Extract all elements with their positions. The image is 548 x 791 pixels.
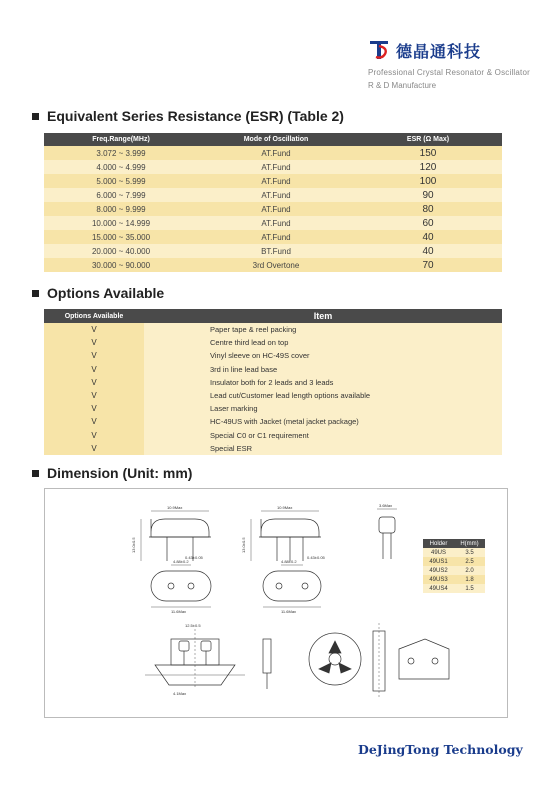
esr-mode-cell: BT.Fund [198, 244, 354, 258]
esr-row [44, 188, 502, 202]
footer-company-name: DeJingTong Technology [358, 742, 523, 757]
esr-mode-cell: AT.Fund [198, 160, 354, 174]
dim-label-width-1: 10.9Max [167, 505, 183, 510]
option-item-text: Special ESR [144, 442, 502, 455]
bullet-square-icon [32, 290, 39, 297]
esr-mode-cell: AT.Fund [198, 230, 354, 244]
esr-row [44, 160, 502, 174]
brand-tagline-2: R & D Manufacture [368, 81, 437, 90]
crystal-top-view-1 [151, 571, 211, 601]
option-item-text: HC-49US with Jacket (metal jacket package) [144, 415, 502, 428]
esr-freq-range-cell: 30.000 ~ 90.000 [44, 258, 198, 272]
esr-row [44, 202, 502, 216]
esr-mode-cell: AT.Fund [198, 146, 354, 160]
esr-row [44, 174, 502, 188]
holder-row [423, 584, 485, 593]
esr-freq-range-cell: 6.000 ~ 7.999 [44, 188, 198, 202]
option-check-mark: V [44, 336, 144, 349]
option-check-mark: V [44, 349, 144, 362]
dim-label-lead-2: 0.43±0.05 [307, 555, 325, 560]
holder-row [423, 557, 485, 566]
height-header: H(mm) [454, 539, 485, 548]
brand-header [368, 38, 538, 90]
holder-header: Holder [423, 539, 454, 548]
options-header-item: Item [144, 309, 502, 323]
esr-freq-range-cell: 20.000 ~ 40.000 [44, 244, 198, 258]
holder-type-cell: 49US [423, 548, 454, 557]
option-row [44, 336, 502, 349]
bullet-square-icon [32, 113, 39, 120]
esr-value-cell: 70 [354, 258, 502, 272]
option-item-text: 3rd in line lead base [144, 363, 502, 376]
esr-freq-range-cell: 8.000 ~ 9.999 [44, 202, 198, 216]
dimension-drawings [45, 489, 509, 719]
esr-row [44, 216, 502, 230]
esr-freq-range-cell: 10.000 ~ 14.999 [44, 216, 198, 230]
option-item-text: Vinyl sleeve on HC-49S cover [144, 349, 502, 362]
dim-label-lead-1: 0.43±0.05 [185, 555, 203, 560]
option-check-mark: V [44, 402, 144, 415]
dim-label-len-2: 11.6Max [281, 609, 297, 614]
holder-type-cell: 49US2 [423, 566, 454, 575]
option-check-mark: V [44, 415, 144, 428]
dim-label-width-3: 3.6Max [379, 503, 393, 508]
holder-height-cell: 1.5 [454, 584, 485, 593]
dimension-section-title: Dimension (Unit: mm) [32, 465, 192, 481]
option-row [44, 363, 502, 376]
brand-tagline: Professional Crystal Resonator & Oscillator [368, 68, 530, 77]
holder-height-cell: 2.5 [454, 557, 485, 566]
holder-type-cell: 49US4 [423, 584, 454, 593]
crystal-body-drawing-1 [151, 519, 209, 537]
option-item-text: Centre third lead on top [144, 336, 502, 349]
option-row [44, 415, 502, 428]
esr-mode-cell: 3rd Overtone [198, 258, 354, 272]
holder-height-cell: 2.0 [454, 566, 485, 575]
dim-label-width-2: 10.9Max [277, 505, 293, 510]
option-row [44, 389, 502, 402]
option-row [44, 402, 502, 415]
dim-label-pitch-1: 4.88±0.2 [173, 559, 189, 564]
option-check-mark: V [44, 389, 144, 402]
esr-table [44, 133, 502, 272]
holder-type-cell: 49US3 [423, 575, 454, 584]
esr-value-cell: 40 [354, 244, 502, 258]
dim-label-pitch-2: 4.88±0.2 [281, 559, 297, 564]
option-item-text: Lead cut/Customer lead length options available [144, 389, 502, 402]
esr-value-cell: 60 [354, 216, 502, 230]
crystal-body-drawing-2 [261, 519, 319, 537]
esr-header-value: ESR (Ω Max) [354, 133, 502, 146]
esr-mode-cell: AT.Fund [198, 174, 354, 188]
crystal-side-profile [379, 517, 395, 533]
dim-label-height-2: 13.0±0.5 [241, 537, 246, 553]
option-item-text: Special C0 or C1 requirement [144, 429, 502, 442]
option-check-mark: V [44, 323, 144, 336]
options-table [44, 309, 502, 455]
esr-freq-range-cell: 4.000 ~ 4.999 [44, 160, 198, 174]
esr-value-cell: 100 [354, 174, 502, 188]
esr-value-cell: 90 [354, 188, 502, 202]
tape-detail-drawing [399, 639, 449, 679]
holder-type-cell: 49US1 [423, 557, 454, 566]
esr-mode-cell: AT.Fund [198, 216, 354, 230]
brand-name: 德晶通科技 [396, 41, 482, 61]
option-item-text: Laser marking [144, 402, 502, 415]
esr-freq-range-cell: 5.000 ~ 5.999 [44, 174, 198, 188]
dim-label-height-1: 13.0±0.5 [131, 537, 136, 553]
option-check-mark: V [44, 442, 144, 455]
crystal-top-view-2 [263, 571, 321, 601]
dim-label-len-1: 11.6Max [171, 609, 187, 614]
option-row [44, 442, 502, 455]
esr-value-cell: 40 [354, 230, 502, 244]
option-row [44, 429, 502, 442]
options-header-available: Options Available [44, 309, 144, 323]
options-section-title: Options Available [32, 285, 164, 301]
option-check-mark: V [44, 363, 144, 376]
esr-value-cell: 80 [354, 202, 502, 216]
bullet-square-icon [32, 470, 39, 477]
esr-mode-cell: AT.Fund [198, 188, 354, 202]
esr-section-title: Equivalent Series Resistance (ESR) (Table 2) [32, 108, 344, 124]
esr-freq-range-cell: 3.072 ~ 3.999 [44, 146, 198, 160]
esr-row [44, 230, 502, 244]
esr-value-cell: 120 [354, 160, 502, 174]
dimension-drawing-panel [44, 488, 508, 718]
option-check-mark: V [44, 429, 144, 442]
option-row [44, 323, 502, 336]
esr-freq-range-cell: 15.000 ~ 35.000 [44, 230, 198, 244]
option-item-text: Insulator both for 2 leads and 3 leads [144, 376, 502, 389]
esr-header-mode: Mode of Oscillation [198, 133, 354, 146]
esr-header-range: Freq.Range(MHz) [44, 133, 198, 146]
holder-row [423, 575, 485, 584]
option-item-text: Paper tape & reel packing [144, 323, 502, 336]
holder-row [423, 548, 485, 557]
holder-row [423, 566, 485, 575]
option-row [44, 376, 502, 389]
esr-row [44, 146, 502, 160]
holder-height-table [423, 539, 485, 593]
holder-height-cell: 1.8 [454, 575, 485, 584]
esr-row [44, 244, 502, 258]
option-row [44, 349, 502, 362]
option-check-mark: V [44, 376, 144, 389]
esr-row [44, 258, 502, 272]
esr-value-cell: 150 [354, 146, 502, 160]
esr-mode-cell: AT.Fund [198, 202, 354, 216]
company-logo-icon [368, 38, 390, 62]
dim-label-hmax: 4.1Max [173, 691, 187, 696]
holder-height-cell: 3.5 [454, 548, 485, 557]
dim-label-misc-1: 12.5±0.5 [185, 623, 201, 628]
single-lead-drawing [263, 639, 271, 673]
